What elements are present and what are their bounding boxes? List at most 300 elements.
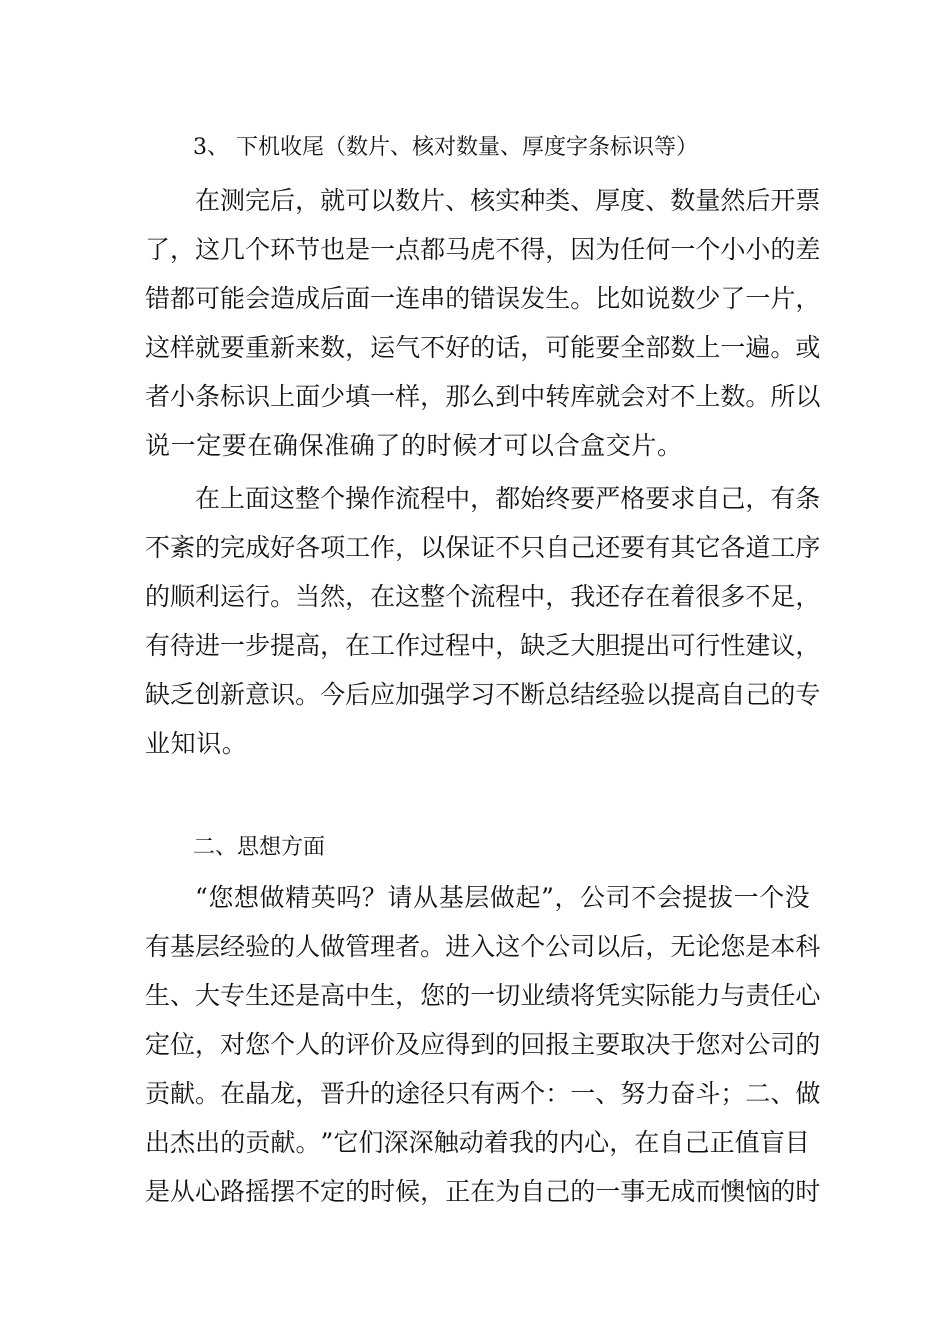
text-char: 一	[733, 883, 759, 912]
text-char: 在	[345, 631, 371, 660]
text-char: 所	[770, 382, 796, 411]
text-char: 您	[720, 932, 746, 961]
text-char: “	[195, 883, 208, 912]
text-char: 个	[759, 883, 785, 912]
text-char: 定	[320, 1177, 346, 1206]
text-char: 无	[645, 1177, 671, 1206]
text-char: 后	[320, 284, 346, 313]
text-char: 您	[695, 1030, 721, 1059]
text-char: 作	[370, 484, 396, 513]
text-char: 以	[420, 533, 446, 562]
step3-heading-block	[145, 128, 810, 168]
text-char: 努	[620, 1079, 646, 1108]
text-char: 紊	[170, 533, 196, 562]
text-char: 一	[570, 1079, 596, 1108]
text-char: 一	[720, 333, 746, 362]
text-char: 层	[464, 883, 490, 912]
text-char: 会	[656, 883, 682, 912]
text-char: 从	[170, 1177, 196, 1206]
text-char: 项	[320, 533, 346, 562]
text-char: 因	[570, 235, 596, 264]
text-char: 以	[595, 932, 621, 961]
text-char: 公	[580, 883, 606, 912]
text-char: 厚	[595, 186, 621, 215]
text-char: 自	[720, 680, 746, 709]
text-char: 自	[545, 533, 571, 562]
text-char: 那	[445, 382, 471, 411]
text-char: 司	[605, 883, 631, 912]
text-char: 精	[285, 883, 311, 912]
text-char: 整	[420, 582, 446, 611]
text-char: 利	[195, 582, 221, 611]
text-char: 我	[508, 1128, 534, 1157]
text-char: 恼	[745, 1177, 771, 1206]
text-char: 大	[195, 981, 221, 1010]
text-char: 工	[345, 533, 371, 562]
text-char: 作	[395, 631, 421, 660]
text-char: 是	[345, 235, 371, 264]
text-char: 。	[195, 1079, 221, 1108]
text-char: 以	[795, 382, 821, 411]
text-char: 回	[520, 1030, 546, 1059]
text-char: 误	[495, 284, 521, 313]
text-char: 乏	[545, 631, 571, 660]
text-char: 摇	[245, 1177, 271, 1206]
text-char: 也	[320, 235, 346, 264]
text-char: 度	[620, 186, 646, 215]
text-char: 环	[270, 235, 296, 264]
text-char: 提	[270, 631, 296, 660]
paragraph-3-line	[145, 1069, 821, 1118]
text-char: ，	[420, 382, 446, 411]
text-char: 还	[270, 981, 296, 1010]
text-char: 会	[620, 382, 646, 411]
text-char: 深	[383, 1128, 409, 1157]
text-char: 不	[495, 235, 521, 264]
text-char: 人	[295, 1030, 321, 1059]
text-char: 盲	[759, 1128, 785, 1157]
text-char: 要	[220, 333, 246, 362]
text-char: 始	[520, 484, 546, 513]
text-char: 好	[445, 333, 471, 362]
text-char: 您	[208, 883, 234, 912]
text-char: 一	[370, 235, 396, 264]
text-char: 到	[470, 1030, 496, 1059]
text-char: 。	[570, 284, 596, 313]
text-char: 公	[745, 1030, 771, 1059]
text-char: 。	[295, 680, 321, 709]
text-char: 只	[445, 1079, 471, 1108]
text-char: 、	[570, 186, 596, 215]
text-char: 差	[795, 235, 821, 264]
text-char: 足	[770, 582, 796, 611]
text-char: 流	[470, 582, 496, 611]
text-char: 任	[770, 981, 796, 1010]
text-char: 于	[670, 1030, 696, 1059]
text-char: 可	[670, 631, 696, 660]
text-char: 各	[720, 533, 746, 562]
text-char: 片	[420, 186, 446, 215]
text-char: 小	[745, 235, 771, 264]
paragraph-2-line	[145, 523, 821, 572]
text-char: 得	[520, 235, 546, 264]
text-char: 上	[220, 484, 246, 513]
text-char: 从	[413, 883, 439, 912]
text-char: 取	[620, 1030, 646, 1059]
text-char: 专	[795, 680, 821, 709]
text-char: 部	[645, 333, 671, 362]
text-char: 求	[670, 484, 696, 513]
text-char: 严	[595, 484, 621, 513]
text-char: 们	[358, 1128, 384, 1157]
text-char: 本	[770, 932, 796, 961]
text-char: 么	[470, 382, 496, 411]
text-char: 上	[695, 382, 721, 411]
text-char: 进	[445, 932, 471, 961]
text-char: 就	[320, 186, 346, 215]
text-char: 一	[470, 981, 496, 1010]
text-char: 操	[345, 484, 371, 513]
text-char: 经	[220, 932, 246, 961]
text-char: 贡	[245, 1128, 271, 1157]
text-char: 识	[270, 680, 296, 709]
text-char: 后	[345, 680, 371, 709]
text-char: 者	[145, 382, 171, 411]
text-char: 道	[745, 533, 771, 562]
text-char: 核	[470, 186, 496, 215]
text-char: 目	[784, 1128, 810, 1157]
text-char: 入	[470, 932, 496, 961]
text-char: 生	[245, 981, 271, 1010]
text-char: 个	[695, 235, 721, 264]
text-char: 有	[145, 631, 171, 660]
text-char: 自	[695, 484, 721, 513]
text-char: 拔	[708, 883, 734, 912]
text-char: 。	[745, 382, 771, 411]
text-char: 而	[695, 1177, 721, 1206]
text-char: 它	[695, 533, 721, 562]
text-char: 科	[795, 932, 821, 961]
text-char: ”	[541, 883, 554, 912]
text-char: 在	[370, 582, 396, 611]
text-char: 以	[645, 680, 671, 709]
text-char: 出	[645, 631, 671, 660]
text-char: 、	[170, 981, 196, 1010]
text-char: 缺	[520, 631, 546, 660]
text-char: 的	[320, 1030, 346, 1059]
text-char: 主	[570, 1030, 596, 1059]
text-char: 的	[445, 284, 471, 313]
text-char: 断	[520, 680, 546, 709]
text-char: 强	[420, 680, 446, 709]
text-char: ，	[609, 1128, 635, 1157]
text-char: ，	[470, 484, 496, 513]
text-char: 中	[345, 981, 371, 1010]
text-char: 数	[395, 186, 421, 215]
text-char: 后	[270, 186, 296, 215]
text-char: 还	[595, 582, 621, 611]
text-char: 过	[420, 631, 446, 660]
text-char: 后	[745, 186, 771, 215]
text-char: 经	[595, 680, 621, 709]
text-char: 与	[720, 981, 746, 1010]
text-char: 是	[295, 981, 321, 1010]
paragraph-3-line	[145, 873, 810, 922]
text-char: 贡	[145, 1079, 171, 1108]
text-char: 我	[570, 582, 596, 611]
text-char: 马	[445, 235, 471, 264]
text-char: ；	[720, 1079, 746, 1108]
text-char: ，	[554, 883, 580, 912]
text-char: 的	[770, 680, 796, 709]
text-char: 完	[220, 533, 246, 562]
text-char: 了	[720, 284, 746, 313]
text-char: 样	[395, 382, 421, 411]
text-char: 的	[470, 333, 496, 362]
text-char: 缺	[145, 680, 171, 709]
text-char: 的	[345, 1177, 371, 1206]
text-char: 工	[370, 631, 396, 660]
text-char: 当	[295, 582, 321, 611]
text-char: 晋	[320, 1079, 346, 1108]
text-char: ，	[195, 1030, 221, 1059]
text-char: 做	[489, 883, 515, 912]
paragraph-1-line	[145, 274, 821, 323]
text-char: 杰	[170, 1128, 196, 1157]
text-char: 在	[645, 582, 671, 611]
text-char: ，	[495, 631, 521, 660]
text-char: 内	[559, 1128, 585, 1157]
text-char: 候	[395, 1177, 421, 1206]
text-char: 、	[770, 1079, 796, 1108]
text-char: 错	[470, 284, 496, 313]
text-char: 心	[584, 1128, 610, 1157]
text-char: 想	[233, 883, 259, 912]
text-char: 摆	[270, 1177, 296, 1206]
text-char: 应	[370, 680, 396, 709]
text-char: 就	[595, 382, 621, 411]
text-char: 验	[620, 680, 646, 709]
text-char: 可	[195, 284, 221, 313]
text-char: 论	[695, 932, 721, 961]
text-char: 类	[545, 186, 571, 215]
text-char: 己	[745, 680, 771, 709]
text-char: 开	[770, 186, 796, 215]
text-char: 标	[220, 382, 246, 411]
text-char: 献	[270, 1128, 296, 1157]
text-char: ，	[345, 333, 371, 362]
text-char: 。	[420, 932, 446, 961]
text-char: 都	[495, 484, 521, 513]
text-char: 价	[370, 1030, 396, 1059]
text-char: 可	[345, 186, 371, 215]
paragraph-1-line	[145, 225, 821, 274]
text-char: 识	[245, 382, 271, 411]
text-char: 。	[270, 582, 296, 611]
text-char: 不	[420, 333, 446, 362]
text-char: 可	[545, 333, 571, 362]
text-char: 实	[620, 981, 646, 1010]
text-char: 高	[320, 981, 346, 1010]
text-char: 条	[195, 382, 221, 411]
text-char: 成	[295, 284, 321, 313]
text-char: 斗	[695, 1079, 721, 1108]
text-char: 正	[709, 1128, 735, 1157]
text-char: 整	[295, 484, 321, 513]
text-char: 串	[420, 284, 446, 313]
section-2-heading-block	[145, 828, 810, 868]
text-char: 重	[245, 333, 271, 362]
text-char: 位	[170, 1030, 196, 1059]
paragraph-3-line	[145, 1020, 821, 1069]
text-char: 工	[770, 533, 796, 562]
text-char: 样	[170, 333, 196, 362]
paragraph-2-line	[145, 572, 821, 621]
text-char: 都	[420, 235, 446, 264]
text-char: 决	[645, 1030, 671, 1059]
text-char: 着	[670, 582, 696, 611]
text-char: 然	[320, 582, 346, 611]
text-char: 中	[520, 382, 546, 411]
text-char: 责	[745, 981, 771, 1010]
text-char: 起	[515, 883, 541, 912]
text-char: 面	[245, 484, 271, 513]
text-char: 正	[445, 1177, 471, 1206]
text-char: 节	[295, 235, 321, 264]
text-char: 提	[620, 631, 646, 660]
text-char: ，	[745, 484, 771, 513]
paragraph-1-line	[145, 372, 821, 421]
text-char: 很	[695, 582, 721, 611]
text-char: 上	[695, 333, 721, 362]
text-char: 奋	[670, 1079, 696, 1108]
text-char: 种	[520, 186, 546, 215]
paragraph-2-line	[145, 670, 821, 719]
text-char: 这	[270, 484, 296, 513]
text-char: 完	[245, 186, 271, 215]
text-char: 个	[245, 235, 271, 264]
text-char: 这	[145, 333, 171, 362]
text-char: 面	[345, 284, 371, 313]
text-char: 切	[495, 981, 521, 1010]
text-char: 结	[570, 680, 596, 709]
text-char: 两	[495, 1079, 521, 1108]
text-char: 的	[770, 1177, 796, 1206]
text-char: 际	[645, 981, 671, 1010]
text-char: 性	[720, 631, 746, 660]
text-char: 一	[745, 284, 771, 313]
text-char: 胆	[595, 631, 621, 660]
text-char: 习	[470, 680, 496, 709]
text-char: 您	[245, 1030, 271, 1059]
text-char: 少	[320, 382, 346, 411]
text-char: 新	[220, 680, 246, 709]
text-char: 、	[445, 186, 471, 215]
text-char: 几	[220, 235, 246, 264]
text-char: 凭	[595, 981, 621, 1010]
text-char: ，	[795, 631, 821, 660]
text-char: 的	[795, 1030, 821, 1059]
text-char: 填	[345, 382, 371, 411]
text-char: 人	[295, 932, 321, 961]
text-char: 进	[195, 631, 221, 660]
text-char: 的	[445, 981, 471, 1010]
text-char: 时	[370, 1177, 396, 1206]
text-char: 数	[320, 333, 346, 362]
text-char: 者	[395, 932, 421, 961]
text-char: 应	[420, 1030, 446, 1059]
text-char: 高	[295, 631, 321, 660]
text-char: 片	[770, 284, 796, 313]
text-char: 然	[720, 186, 746, 215]
text-char: 司	[770, 1030, 796, 1059]
text-char: 任	[620, 235, 646, 264]
text-char: 您	[420, 981, 446, 1010]
text-char: 总	[545, 680, 571, 709]
text-char: 这	[195, 235, 221, 264]
text-char: ，	[420, 1177, 446, 1206]
text-char: 个	[520, 932, 546, 961]
paragraph-1-line: 说一定要在确保准确了的时候才可以合盒交片。	[145, 431, 683, 460]
text-char: 说	[645, 284, 671, 313]
text-char: 英	[310, 883, 336, 912]
text-char: 在	[470, 1177, 496, 1206]
text-char: 行	[245, 582, 271, 611]
text-char: ，	[320, 631, 346, 660]
text-char: 径	[420, 1079, 446, 1108]
text-char: ，	[170, 235, 196, 264]
text-char: 基	[438, 883, 464, 912]
text-char: 后	[620, 932, 646, 961]
text-char: 学	[445, 680, 471, 709]
text-char: 不	[631, 883, 657, 912]
text-char: 对	[220, 1030, 246, 1059]
text-char: 生	[545, 284, 571, 313]
text-char: 这	[395, 582, 421, 611]
text-char: 献	[170, 1079, 196, 1108]
text-char: 管	[345, 932, 371, 961]
text-char: 的	[770, 235, 796, 264]
text-char: 能	[220, 284, 246, 313]
paragraph-2-line	[145, 474, 821, 523]
text-char: ，	[795, 582, 821, 611]
text-char: 作	[370, 533, 396, 562]
text-char: 流	[395, 484, 421, 513]
text-char: 个	[270, 1030, 296, 1059]
text-char: 对	[720, 1030, 746, 1059]
text-char: 它	[333, 1128, 359, 1157]
text-char: 都	[170, 284, 196, 313]
text-char: 生	[145, 981, 171, 1010]
text-char: 错	[145, 284, 171, 313]
paragraph-2	[145, 474, 821, 768]
text-char: 创	[195, 680, 221, 709]
text-char: 的	[370, 1079, 396, 1108]
text-char: 出	[145, 1128, 171, 1157]
text-char: 顺	[170, 582, 196, 611]
text-char: 做	[320, 932, 346, 961]
paragraph-2-line: 业知识。	[145, 729, 248, 758]
text-char: 来	[295, 333, 321, 362]
text-char: 不	[495, 533, 521, 562]
text-char: 二	[745, 1079, 771, 1108]
text-char: 点	[395, 235, 421, 264]
text-char: 程	[495, 582, 521, 611]
text-char: 是	[145, 1177, 171, 1206]
text-char: 保	[445, 533, 471, 562]
text-char: 上	[270, 382, 296, 411]
text-char: 遍	[745, 333, 771, 362]
